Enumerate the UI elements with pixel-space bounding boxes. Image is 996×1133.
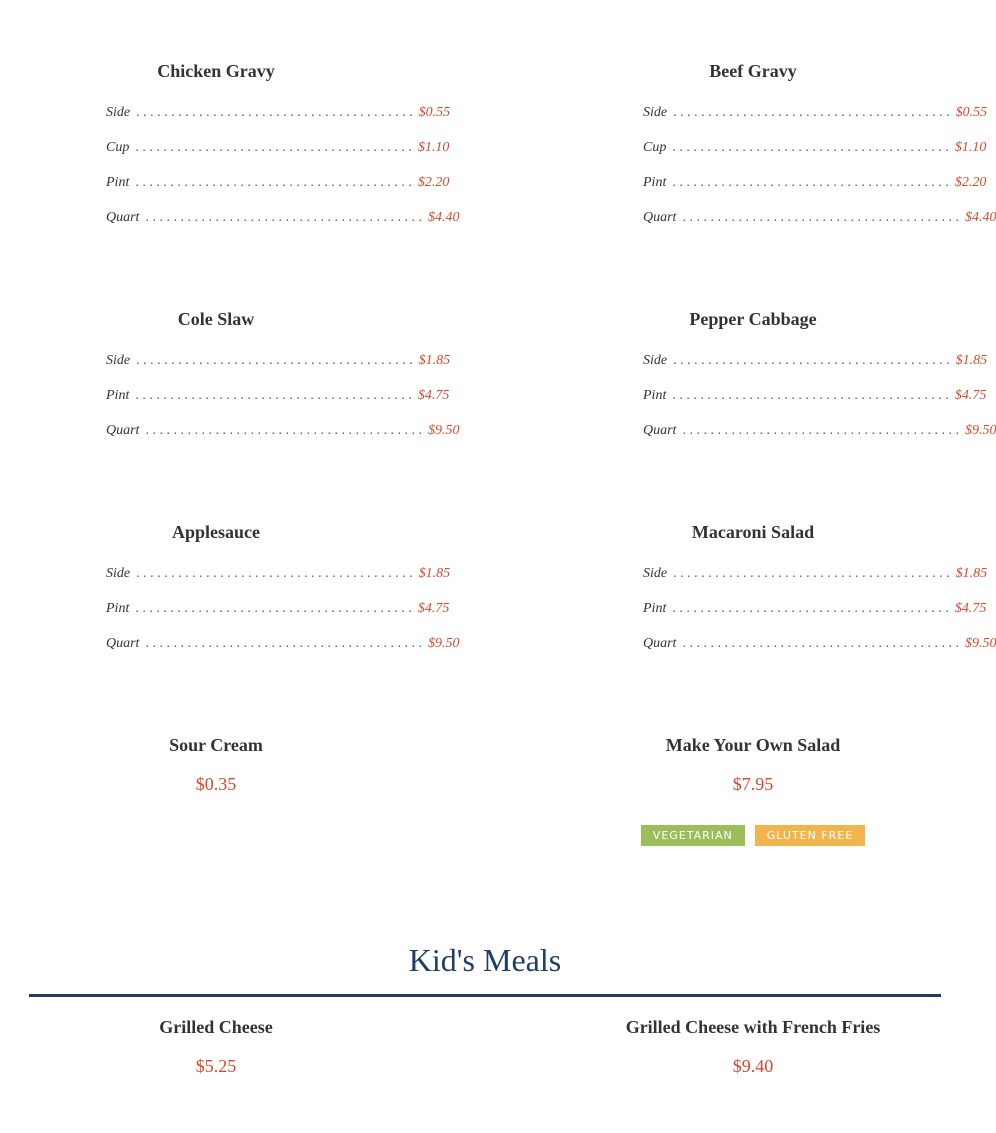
price: $4.40 — [964, 210, 996, 225]
dot-leader: . . . . . . . . . . . . . . . . . . . . . . . . . . . . . . . . . . . . . . . . — [135, 175, 412, 190]
gluten-free-tag: GLUTEN FREE — [755, 825, 865, 846]
price-row — [643, 351, 988, 386]
price: $2.20 — [954, 175, 987, 190]
price: $9.50 — [964, 423, 996, 438]
price: $2.20 — [417, 175, 450, 190]
dot-leader: . . . . . . . . . . . . . . . . . . . . . . . . . . . . . . . . . . . . . . . . — [135, 140, 412, 155]
price-row — [106, 351, 451, 386]
price-row — [643, 421, 996, 456]
item-title: Cole Slaw — [177, 309, 255, 329]
dietary-tags — [583, 825, 923, 846]
item-title: Pepper Cabbage — [689, 309, 817, 329]
dot-leader: . . . . . . . . . . . . . . . . . . . . . . . . . . . . . . . . . . . . . . . . — [135, 601, 412, 616]
price-row — [106, 103, 451, 138]
vegetarian-tag: VEGETARIAN — [641, 825, 745, 846]
size-label: Cup — [643, 140, 667, 155]
price-list — [643, 351, 996, 456]
price: $4.75 — [954, 601, 987, 616]
item-title: Applesauce — [171, 522, 260, 542]
item-title: Beef Gravy — [709, 61, 797, 81]
dot-leader: . . . . . . . . . . . . . . . . . . . . . . . . . . . . . . . . . . . . . . . . — [145, 210, 422, 225]
dot-leader: . . . . . . . . . . . . . . . . . . . . . . . . . . . . . . . . . . . . . . . . — [672, 140, 949, 155]
price-row — [643, 564, 988, 599]
price: $1.85 — [418, 566, 451, 581]
price-row — [643, 208, 996, 243]
size-label: Pint — [643, 601, 667, 616]
dot-leader: . . . . . . . . . . . . . . . . . . . . . . . . . . . . . . . . . . . . . . . . — [682, 210, 959, 225]
size-label: Side — [643, 105, 668, 120]
menu-item-sour-cream — [66, 733, 366, 796]
size-label: Quart — [106, 636, 140, 651]
item-title: Make Your Own Salad — [665, 735, 841, 755]
price-row — [643, 386, 987, 421]
item-title: Sour Cream — [169, 735, 263, 755]
item-title: Chicken Gravy — [157, 61, 275, 81]
price: $0.55 — [418, 105, 451, 120]
size-label: Quart — [643, 636, 677, 651]
size-label: Pint — [106, 601, 130, 616]
menu-item-grilled-cheese-french-fries — [573, 1015, 933, 1078]
price-row — [106, 564, 451, 599]
price: $1.85 — [418, 353, 451, 368]
size-label: Pint — [106, 388, 130, 403]
price: $0.35 — [195, 774, 237, 794]
price: $4.40 — [427, 210, 460, 225]
dot-leader: . . . . . . . . . . . . . . . . . . . . . . . . . . . . . . . . . . . . . . . . — [682, 636, 959, 651]
price: $9.50 — [964, 636, 996, 651]
price-row — [106, 386, 450, 421]
menu-item-pepper-cabbage — [643, 307, 996, 456]
size-label: Cup — [106, 140, 130, 155]
price: $1.10 — [417, 140, 450, 155]
price: $4.75 — [954, 388, 987, 403]
size-label: Pint — [643, 388, 667, 403]
price: $7.95 — [732, 774, 774, 794]
dot-leader: . . . . . . . . . . . . . . . . . . . . . . . . . . . . . . . . . . . . . . . . — [145, 636, 422, 651]
size-label: Side — [106, 566, 131, 581]
price-list — [106, 103, 460, 243]
size-label: Side — [106, 353, 131, 368]
size-label: Quart — [643, 423, 677, 438]
item-title: Grilled Cheese — [159, 1017, 273, 1037]
price: $1.85 — [955, 353, 988, 368]
dot-leader: . . . . . . . . . . . . . . . . . . . . . . . . . . . . . . . . . . . . . . . . — [672, 388, 949, 403]
menu-item-make-your-own-salad — [583, 733, 923, 846]
dot-leader: . . . . . . . . . . . . . . . . . . . . . . . . . . . . . . . . . . . . . . . . — [135, 388, 412, 403]
size-label: Quart — [106, 210, 140, 225]
menu-item-grilled-cheese — [66, 1015, 366, 1078]
section-heading-kids-meals: Kid's Meals — [408, 942, 562, 978]
menu-item-cole-slaw — [106, 307, 460, 456]
size-label: Side — [643, 353, 668, 368]
price: $4.75 — [417, 388, 450, 403]
price: $9.50 — [427, 423, 460, 438]
dot-leader: . . . . . . . . . . . . . . . . . . . . . . . . . . . . . . . . . . . . . . . . — [673, 566, 950, 581]
dot-leader: . . . . . . . . . . . . . . . . . . . . . . . . . . . . . . . . . . . . . . . . — [673, 353, 950, 368]
price-row — [106, 634, 460, 669]
dot-leader: . . . . . . . . . . . . . . . . . . . . . . . . . . . . . . . . . . . . . . . . — [145, 423, 422, 438]
menu-item-applesauce — [106, 520, 460, 669]
price-row — [106, 208, 460, 243]
section-divider — [29, 994, 941, 997]
price-row — [643, 634, 996, 669]
price-row — [106, 421, 460, 456]
dot-leader: . . . . . . . . . . . . . . . . . . . . . . . . . . . . . . . . . . . . . . . . — [673, 105, 950, 120]
menu-item-macaroni-salad — [643, 520, 996, 669]
price-row — [643, 173, 987, 208]
price: $1.10 — [954, 140, 987, 155]
item-title: Grilled Cheese with French Fries — [625, 1017, 881, 1037]
price-row — [106, 599, 450, 634]
dot-leader: . . . . . . . . . . . . . . . . . . . . . . . . . . . . . . . . . . . . . . . . — [136, 566, 413, 581]
size-label: Pint — [643, 175, 667, 190]
size-label: Pint — [106, 175, 130, 190]
price-row — [643, 103, 988, 138]
size-label: Quart — [643, 210, 677, 225]
price-list — [106, 564, 460, 669]
price: $9.50 — [427, 636, 460, 651]
size-label: Quart — [106, 423, 140, 438]
size-label: Side — [106, 105, 131, 120]
price: $0.55 — [955, 105, 988, 120]
price-row — [106, 173, 450, 208]
size-label: Side — [643, 566, 668, 581]
price-list — [643, 103, 996, 243]
item-title: Macaroni Salad — [691, 522, 815, 542]
dot-leader: . . . . . . . . . . . . . . . . . . . . . . . . . . . . . . . . . . . . . . . . — [672, 175, 949, 190]
price-row — [643, 138, 987, 173]
dot-leader: . . . . . . . . . . . . . . . . . . . . . . . . . . . . . . . . . . . . . . . . — [136, 353, 413, 368]
price: $1.85 — [955, 566, 988, 581]
dot-leader: . . . . . . . . . . . . . . . . . . . . . . . . . . . . . . . . . . . . . . . . — [136, 105, 413, 120]
dot-leader: . . . . . . . . . . . . . . . . . . . . . . . . . . . . . . . . . . . . . . . . — [672, 601, 949, 616]
price-row — [643, 599, 987, 634]
dot-leader: . . . . . . . . . . . . . . . . . . . . . . . . . . . . . . . . . . . . . . . . — [682, 423, 959, 438]
price-row — [106, 138, 450, 173]
menu-item-beef-gravy — [643, 59, 996, 243]
menu-item-chicken-gravy — [106, 59, 460, 243]
price: $5.25 — [195, 1056, 237, 1076]
price: $9.40 — [732, 1056, 774, 1076]
price-list — [643, 564, 996, 669]
price: $4.75 — [417, 601, 450, 616]
price-list — [106, 351, 460, 456]
